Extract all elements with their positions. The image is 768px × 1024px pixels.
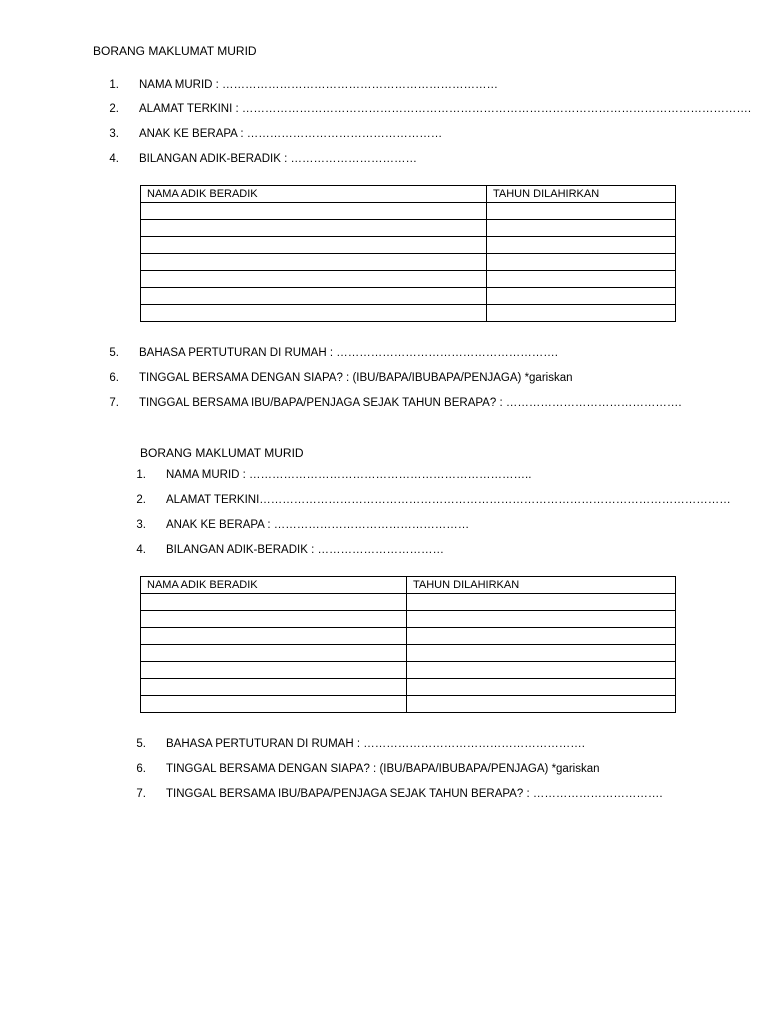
- sibling-name-cell: [141, 288, 487, 305]
- table-row: [141, 271, 676, 288]
- sibling-year-cell: [487, 254, 676, 271]
- sibling-year-cell: [487, 288, 676, 305]
- table-row: [141, 696, 676, 713]
- item-text: ANAK KE BERAPA : ……………………………………………: [139, 128, 443, 140]
- table-header-row: [141, 577, 676, 594]
- item-text: BILANGAN ADIK-BERADIK : ……………………………: [166, 544, 444, 556]
- item-text: ANAK KE BERAPA : ……………………………………………: [166, 519, 470, 531]
- table-row: [141, 203, 676, 220]
- item-number: 7.: [136, 788, 146, 800]
- sibling-year-cell: [487, 237, 676, 254]
- sibling-name-cell: [141, 696, 407, 713]
- form-title: BORANG MAKLUMAT MURID: [93, 44, 257, 58]
- item-text: TINGGAL BERSAMA IBU/BAPA/PENJAGA SEJAK TAHUN BERAPA? : ……………………………………….: [139, 397, 682, 409]
- sibling-year-cell: [487, 305, 676, 322]
- item-number: 2.: [136, 494, 146, 506]
- item-number: 3.: [136, 519, 146, 531]
- table-row: [141, 662, 676, 679]
- item-number: 3.: [109, 128, 119, 140]
- item-number: 6.: [136, 763, 146, 775]
- form-title: BORANG MAKLUMAT MURID: [140, 446, 304, 460]
- sibling-name-cell: [141, 271, 487, 288]
- sibling-name-cell: [141, 594, 407, 611]
- sibling-year-cell: [487, 271, 676, 288]
- sibling-year-cell: [487, 220, 676, 237]
- table-row: [141, 288, 676, 305]
- item-text: BAHASA PERTUTURAN DI RUMAH : ………………………………………………….: [139, 347, 558, 359]
- sibling-name-cell: [141, 662, 407, 679]
- item-text: TINGGAL BERSAMA DENGAN SIAPA? : (IBU/BAPA/IBUBAPA/PENJAGA) *gariskan: [139, 372, 573, 384]
- item-text: ALAMAT TERKINI : …………………………………………………………………………………………………………………….: [139, 103, 752, 115]
- item-number: 2.: [109, 103, 119, 115]
- table-row: [141, 594, 676, 611]
- column-header-name: NAMA ADIK BERADIK: [141, 186, 487, 203]
- column-header-year: TAHUN DILAHIRKAN: [487, 186, 676, 203]
- sibling-year-cell: [407, 611, 676, 628]
- sibling-year-cell: [407, 696, 676, 713]
- table-row: [141, 628, 676, 645]
- sibling-year-cell: [407, 662, 676, 679]
- sibling-year-cell: [407, 594, 676, 611]
- item-number: 1.: [136, 469, 146, 481]
- sibling-name-cell: [141, 254, 487, 271]
- table-row: [141, 679, 676, 696]
- column-header-name: NAMA ADIK BERADIK: [141, 577, 407, 594]
- item-text: NAMA MURID : ………………………………………………………………..: [166, 469, 532, 481]
- item-number: 4.: [109, 153, 119, 165]
- item-text: TINGGAL BERSAMA IBU/BAPA/PENJAGA SEJAK TAHUN BERAPA? : …………………………….: [166, 788, 663, 800]
- column-header-year: TAHUN DILAHIRKAN: [407, 577, 676, 594]
- sibling-year-cell: [407, 628, 676, 645]
- item-number: 6.: [109, 372, 119, 384]
- sibling-name-cell: [141, 220, 487, 237]
- item-text: BILANGAN ADIK-BERADIK : ……………………………: [139, 153, 417, 165]
- table-row: [141, 305, 676, 322]
- item-number: 7.: [109, 397, 119, 409]
- sibling-name-cell: [141, 305, 487, 322]
- item-number: 4.: [136, 544, 146, 556]
- table-row: [141, 220, 676, 237]
- table-row: [141, 611, 676, 628]
- sibling-name-cell: [141, 645, 407, 662]
- sibling-name-cell: [141, 203, 487, 220]
- item-text: ALAMAT TERKINI……………………………………………………………………………………………………………: [166, 494, 731, 506]
- siblings-table: [140, 185, 676, 322]
- item-number: 5.: [136, 738, 146, 750]
- table-header-row: [141, 186, 676, 203]
- item-text: NAMA MURID : ………………………………………………………………: [139, 79, 499, 91]
- sibling-name-cell: [141, 679, 407, 696]
- item-text: TINGGAL BERSAMA DENGAN SIAPA? : (IBU/BAPA/IBUBAPA/PENJAGA) *gariskan: [166, 763, 600, 775]
- item-number: 1.: [109, 79, 119, 91]
- sibling-name-cell: [141, 628, 407, 645]
- siblings-table: [140, 576, 676, 713]
- table-row: [141, 254, 676, 271]
- table-row: [141, 645, 676, 662]
- item-text: BAHASA PERTUTURAN DI RUMAH : ………………………………………………….: [166, 738, 585, 750]
- sibling-name-cell: [141, 611, 407, 628]
- sibling-year-cell: [487, 203, 676, 220]
- sibling-name-cell: [141, 237, 487, 254]
- sibling-year-cell: [407, 645, 676, 662]
- item-number: 5.: [109, 347, 119, 359]
- sibling-year-cell: [407, 679, 676, 696]
- table-row: [141, 237, 676, 254]
